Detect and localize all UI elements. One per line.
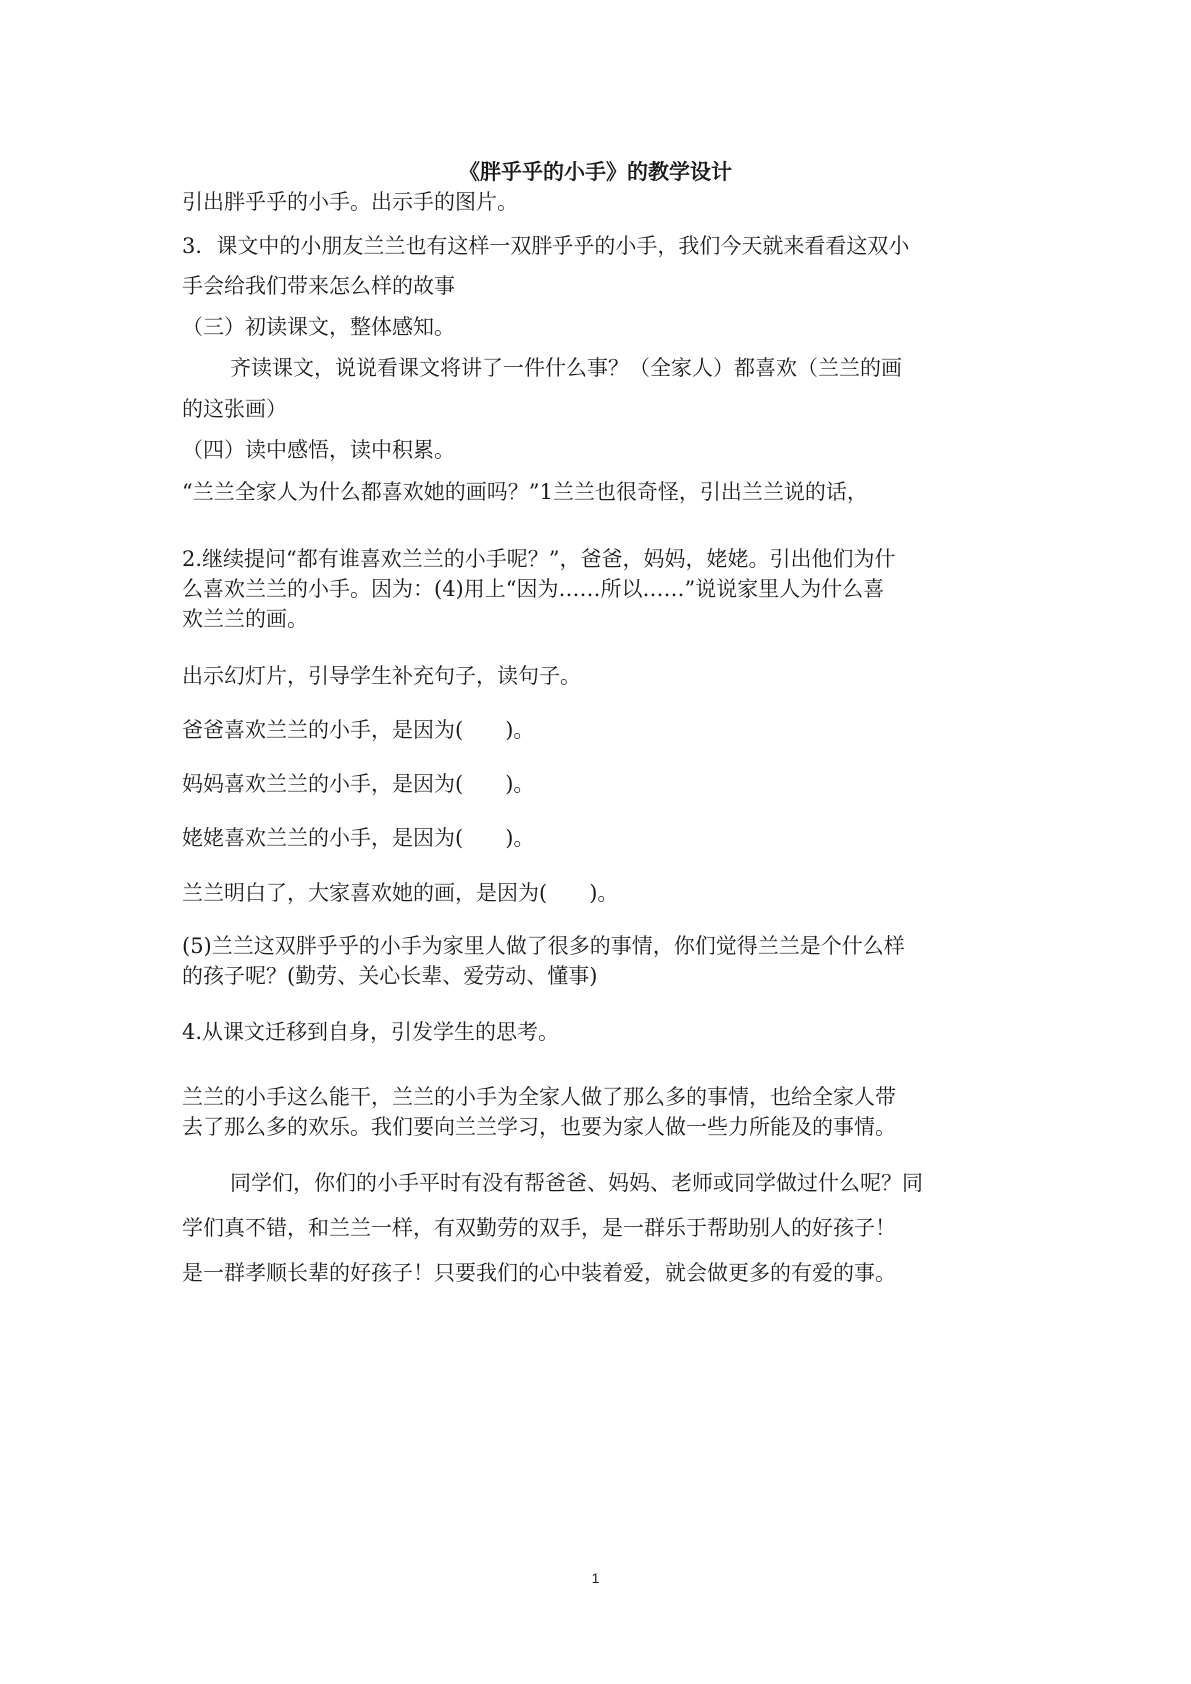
text-line: 去了那么多的欢乐。我们要向兰兰学习，也要为家人做一些力所能及的事情。 [182,1115,896,1139]
text-line: “兰兰全家人为什么都喜欢她的画吗？”1兰兰也很奇怪，引出兰兰说的话， [182,480,868,504]
text-line: 学们真不错，和兰兰一样，有双勤劳的双手，是一群乐于帮助别人的好孩子！ [182,1216,896,1240]
text-line: 的这张画） [182,397,287,421]
fill-blank-sentence: 妈妈喜欢兰兰的小手，是因为( )。 [182,772,535,796]
text-line: 兰兰的小手这么能干，兰兰的小手为全家人做了那么多的事情，也给全家人带 [182,1085,896,1109]
text-line: (5)兰兰这双胖乎乎的小手为家里人做了很多的事情，你们觉得兰兰是个什么样 [182,934,905,958]
text-line: 4.从课文迁移到自身，引发学生的思考。 [182,1020,560,1044]
text-line: 同学们，你们的小手平时有没有帮爸爸、妈妈、老师或同学做过什么呢？同 [230,1171,923,1195]
text-line: 欢兰兰的画。 [182,607,308,631]
text-line: 是一群孝顺长辈的好孩子！只要我们的心中装着爱，就会做更多的有爱的事。 [182,1261,896,1285]
text-line: 手会给我们带来怎么样的故事 [182,274,455,298]
document-title: 《胖乎乎的小手》的教学设计 [459,160,732,184]
section-heading: （四）读中感悟，读中积累。 [182,438,455,462]
text-line: 引出胖乎乎的小手。出示手的图片。 [182,190,518,214]
text-line: 出示幻灯片，引导学生补充句子，读句子。 [182,664,581,688]
fill-blank-sentence: 兰兰明白了，大家喜欢她的画，是因为( )。 [182,881,619,905]
page-number: 1 [591,1570,600,1586]
text-line: 么喜欢兰兰的小手。因为：(4)用上“因为……所以……”说说家里人为什么喜 [182,577,885,601]
fill-blank-sentence: 爸爸喜欢兰兰的小手，是因为( )。 [182,718,535,742]
text-line: 3．课文中的小朋友兰兰也有这样一双胖乎乎的小手，我们今天就来看看这双小 [182,234,910,258]
text-line: 齐读课文，说说看课文将讲了一件什么事？（全家人）都喜欢（兰兰的画 [230,356,902,380]
text-line: 2.继续提问“都有谁喜欢兰兰的小手呢？”，爸爸，妈妈，姥姥。引出他们为什 [182,547,896,571]
text-line: 的孩子呢？(勤劳、关心长辈、爱劳动、懂事) [182,964,598,988]
fill-blank-sentence: 姥姥喜欢兰兰的小手，是因为( )。 [182,826,535,850]
section-heading: （三）初读课文，整体感知。 [182,315,455,339]
